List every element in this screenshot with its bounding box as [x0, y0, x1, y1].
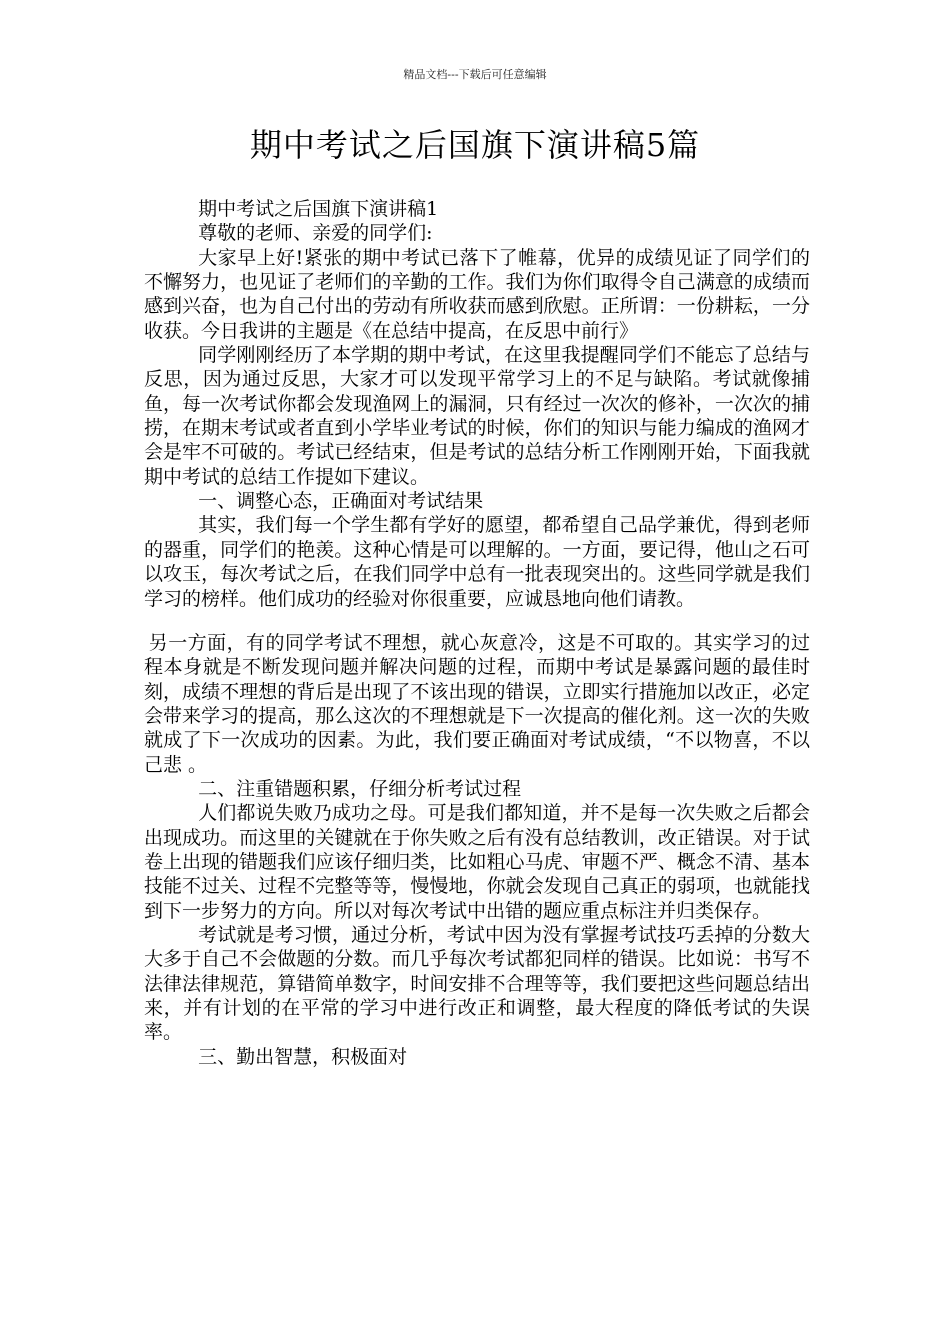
- body-paragraph: 同学刚刚经历了本学期的期中考试，在这里我提醒同学们不能忘了总结与反思，因为通过反思，大家才可以发现平常学习上的不足与缺陷。考试就像捕鱼，每一次考试你都会发现渔网上的漏洞，只有经过一次次的修补，一次次的捕捞，在期末考试或者直到小学毕业考试的时候，你们的知识与能力编成的渔网才会是牢不可破的。考试已经结束，但是考试的总结分析工作刚刚开始，下面我就期中考试的总结工作提如下建议。: [144, 344, 810, 488]
- salutation-paragraph: 尊敬的老师、亲爱的同学们:: [198, 222, 433, 245]
- body-paragraph: 大家早上好!紧张的期中考试已落下了帷幕，优异的成绩见证了同学们的不懈努力，也见证了老师们的辛勤的工作。我们为你们取得令自己满意的成绩而感到兴奋，也为自己付出的劳动有所收获而感到欣慰。正所谓：一份耕耘，一分收获。今日我讲的主题是《在总结中提高，在反思中前行》: [144, 246, 810, 342]
- section-heading: 三、勤出智慧，积极面对: [198, 1045, 408, 1068]
- body-paragraph: 人们都说失败乃成功之母。可是我们都知道，并不是每一次失败之后都会出现成功。而这里的关键就在于你失败之后有没有总结教训，改正错误。对于试卷上出现的错题我们应该仔细归类，比如粗心马虎、审题不严、概念不清、基本技能不过关、过程不完整等等，慢慢地，你就会发现自己真正的弱项，也就能找到下一步努力的方向。所以对每次考试中出错的题应重点标注并归类保存。: [144, 802, 810, 922]
- body-paragraph: 考试就是考习惯，通过分析，考试中因为没有掌握考试技巧丢掉的分数大大多于自己不会做题的分数。而几乎每次考试都犯同样的错误。比如说：书写不法律法律规范，算错简单数字，时间安排不合理等等，我们要把这些问题总结出来，并有计划的在平常的学习中进行改正和调整，最大程度的降低考试的失误率。: [144, 923, 810, 1044]
- document-title: 期中考试之后国旗下演讲稿5篇: [249, 126, 701, 164]
- section-heading: 二、注重错题积累，仔细分析考试过程: [198, 777, 522, 800]
- paragraph-gap: [144, 611, 810, 631]
- body-paragraph: 另一方面，有的同学考试不理想，就心灰意冷，这是不可取的。其实学习的过程本身就是不断发现问题并解决问题的过程，而期中考试是暴露问题的最佳时刻，成绩不理想的背后是出现了不该出现的错误，立即实行措施加以改正，必定会带来学习的提高，那么这次的不理想就是下一次提高的催化剂。这一次的失败就成了下一次成功的因素。为此，我们要正确面对考试成绩，“不以物喜，不以己悲 。: [144, 631, 810, 776]
- document-body: [144, 197, 810, 1069]
- header-note: 精品文档---下载后可任意编辑: [403, 68, 547, 81]
- section-heading: 一、调整心态，正确面对考试结果: [198, 490, 484, 513]
- body-paragraph: 其实，我们每一个学生都有学好的愿望，都希望自己品学兼优，得到老师的器重，同学们的艳羡。这种心情是可以理解的。一方面，要记得，他山之石可以攻玉，每次考试之后，在我们同学中总有一批表现突出的。这些同学就是我们学习的榜样。他们成功的经验对你很重要，应诚恳地向他们请教。: [144, 514, 810, 610]
- subtitle-paragraph: 期中考试之后国旗下演讲稿1: [198, 198, 439, 220]
